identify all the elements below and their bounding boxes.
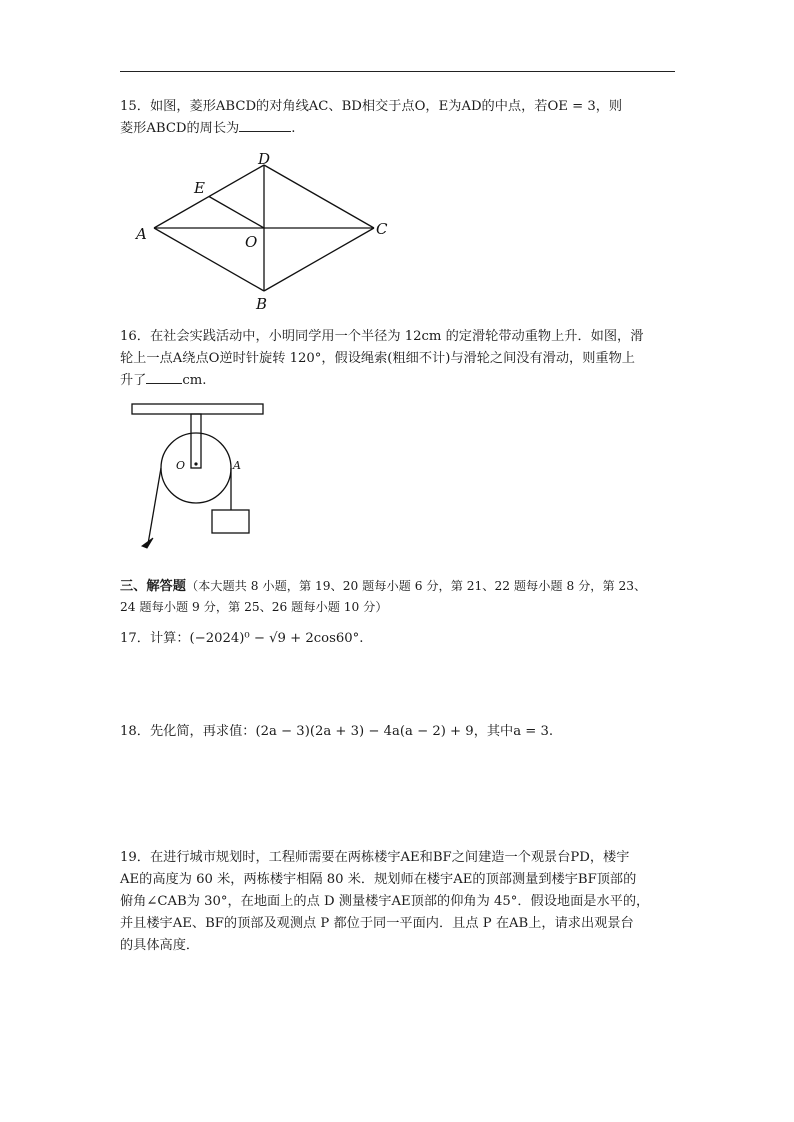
side-dc (264, 165, 374, 228)
q16-line1: 16．在社会实践活动中，小明同学用一个半径为 12cm 的定滑轮带动重物上升．如图，滑 (120, 329, 644, 344)
label-a: A (136, 225, 147, 243)
rhombus-figure (130, 148, 400, 313)
answer-blank (146, 371, 182, 384)
label-e: E (194, 179, 205, 197)
label-c: C (376, 220, 388, 238)
q19-line2: AE的高度为 60 米，两栋楼宇相隔 80 米．规划师在楼宇AE的顶部测量到楼宇BF顶部的 (120, 872, 637, 887)
pulley-bracket (191, 414, 201, 468)
center-point (194, 462, 197, 465)
section-3-desc: 24 题每小题 9 分，第 25、26 题每小题 10 分） (120, 600, 388, 614)
arrow-head (142, 538, 153, 548)
q19-line4: 并且楼宇AE、BF的顶部及观测点 P 都位于同一平面内．且点 P 在AB上，请求出观景台 (120, 916, 634, 931)
q16-line3: 升了 cm. (120, 373, 207, 388)
q19-line3: 俯角∠CAB为 30°，在地面上的点 D 测量楼宇AE顶部的仰角为 45°．假设地面是水平的， (120, 894, 650, 909)
side-cb (264, 228, 374, 291)
q19-line5: 的具体高度． (120, 938, 200, 953)
q15-line2: 菱形ABCD的周长为 . (120, 121, 296, 136)
q16-line2: 轮上一点A绕点O逆时针旋转 120°，假设绳索(粗细不计)与滑轮之间没有滑动，则重物上 (120, 351, 635, 366)
weight-block (212, 510, 249, 533)
ceiling-beam (132, 404, 263, 414)
q19-line1: 19．在进行城市规划时，工程师需要在两栋楼宇AE和BF之间建造一个观景台PD，楼宇 (120, 850, 630, 865)
rope-left (148, 468, 161, 544)
pulley-figure (125, 396, 275, 552)
q15-line1: 15．如图，菱形ABCD的对角线AC、BD相交于点O，E为AD的中点，若OE = 3，则 (120, 99, 623, 114)
label-a: A (233, 459, 241, 472)
q18: 18．先化简，再求值：(2a − 3)(2a + 3) − 4a(a − 2) + 9，其中a = 3. (120, 724, 554, 739)
header-rule (120, 71, 675, 72)
label-b: B (256, 295, 268, 313)
q17: 17．计算：(−2024)⁰ − √9 + 2cos60°. (120, 631, 364, 646)
segment-oe (209, 197, 264, 229)
label-o: O (176, 459, 186, 472)
section-3-heading: 三、解答题（本大题共 8 小题，第 19、20 题每小题 6 分，第 21、22 题每小题 8 分，第 23、 (120, 579, 647, 594)
label-o: O (245, 233, 258, 251)
answer-blank (239, 119, 291, 132)
label-d: D (258, 150, 271, 168)
